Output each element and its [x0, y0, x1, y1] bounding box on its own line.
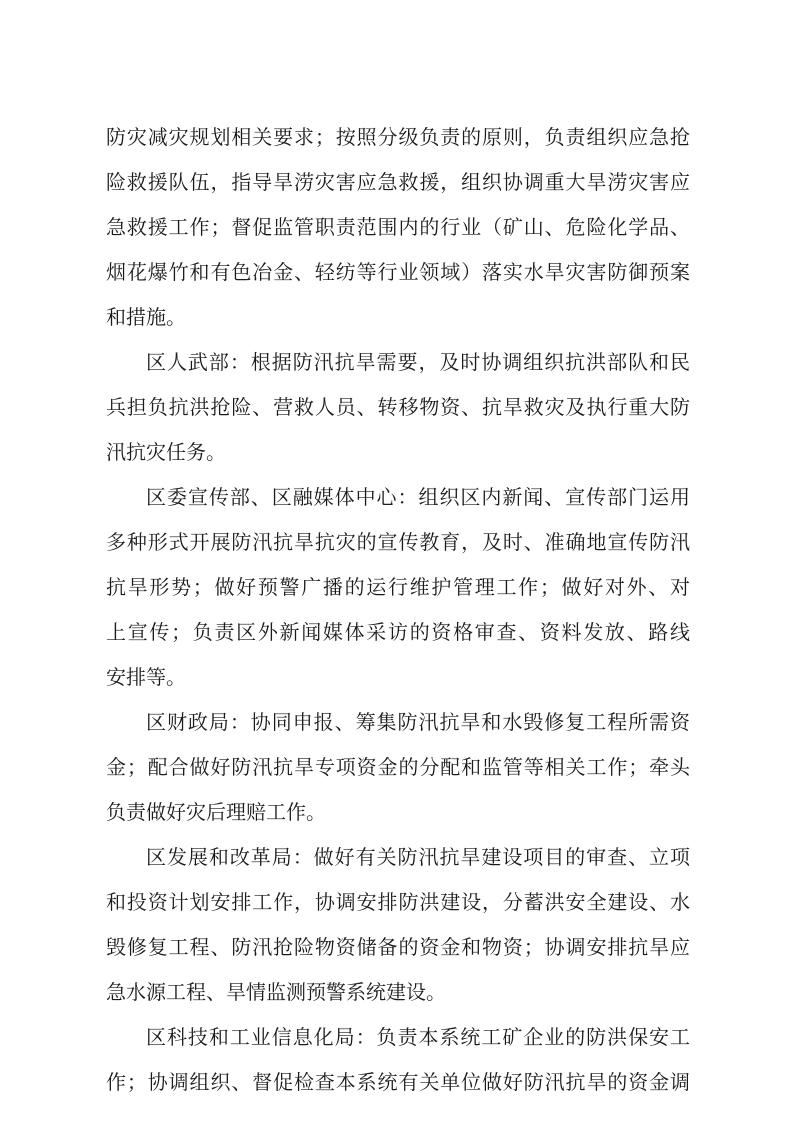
text-line: 多种形式开展防汛抗旱抗灾的宣传教育，及时、准确地宣传防汛: [106, 530, 690, 554]
text-line: 急水源工程、旱情监测预警系统建设。: [106, 980, 446, 1004]
text-line: 防灾减灾规划相关要求；按照分级负责的原则，负责组织应急抢: [106, 125, 690, 149]
text-line: 安排等。: [106, 665, 186, 689]
text-line: 作；协调组织、督促检查本系统有关单位做好防汛抗旱的资金调: [106, 1070, 690, 1094]
text-line: 兵担负抗洪抢险、营救人员、转移物资、抗旱救灾及执行重大防: [106, 395, 690, 419]
paragraph-first-line: 区科技和工业信息化局：负责本系统工矿企业的防洪保安工: [146, 1025, 690, 1049]
paragraph-first-line: 区发展和改革局：做好有关防汛抗旱建设项目的审查、立项: [146, 845, 690, 869]
text-line: 和措施。: [106, 305, 186, 329]
text-line: 抗旱形势；做好预警广播的运行维护管理工作；做好对外、对: [106, 575, 690, 599]
text-line: 金；配合做好防汛抗旱专项资金的分配和监管等相关工作；牵头: [106, 755, 690, 779]
text-line: 汛抗灾任务。: [106, 440, 226, 464]
text-line: 毁修复工程、防汛抢险物资储备的资金和物资；协调安排抗旱应: [106, 935, 690, 959]
paragraph-first-line: 区人武部：根据防汛抗旱需要，及时协调组织抗洪部队和民: [146, 350, 690, 374]
text-line: 烟花爆竹和有色冶金、轻纺等行业领域）落实水旱灾害防御预案: [106, 260, 690, 284]
text-line: 和投资计划安排工作，协调安排防洪建设，分蓄洪安全建设、水: [106, 890, 690, 914]
text-line: 险救援队伍，指导旱涝灾害应急救援，组织协调重大旱涝灾害应: [106, 170, 690, 194]
text-line: 急救援工作；督促监管职责范围内的行业（矿山、危险化学品、: [106, 215, 690, 239]
paragraph-first-line: 区财政局：协同申报、筹集防汛抗旱和水毁修复工程所需资: [146, 710, 690, 734]
paragraph-first-line: 区委宣传部、区融媒体中心：组织区内新闻、宣传部门运用: [146, 485, 690, 509]
text-line: 负责做好灾后理赔工作。: [106, 800, 326, 824]
text-line: 上宣传；负责区外新闻媒体采访的资格审查、资料发放、路线: [106, 620, 690, 644]
